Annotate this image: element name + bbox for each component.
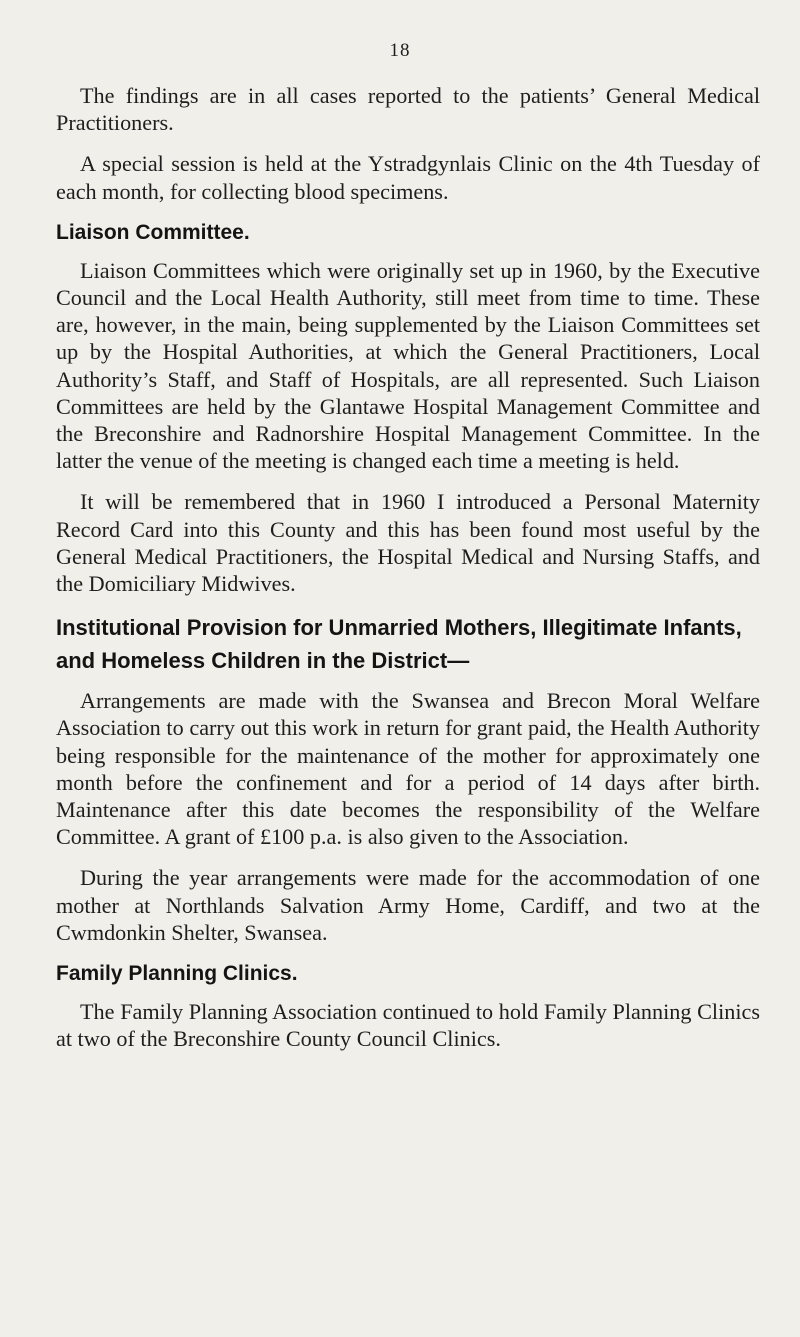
paragraph-family-planning: The Family Planning Association continued to hold Family Planning Clinics at two of the Breconshire County Council Clinics. (56, 999, 760, 1052)
heading-family-planning: Family Planning Clinics. (56, 962, 298, 986)
paragraph-liaison-committees: Liaison Committees which were originally set up in 1960, by the Executive Council and the Local Health Authority, still meet from time to time. These are, however, in the main, being supplemented by the Liaison Committees set up by the Hospital Authorities, at which the General Practitioners, Local Authority’s Staff, and Staff of Hospitals, are all represented. Such Liaison Committees are held by the Glantawe Hospital Management Committee and the Breconshire and Radnorshire Hospital Management Committee. In the latter the venue of the meeting is changed each time a meeting is held. (56, 257, 760, 474)
paragraph-findings: The findings are in all cases reported to the patients’ General Medical Practitioners. (56, 83, 760, 136)
paragraph-arrangements: Arrangements are made with the Swansea and Brecon Moral Welfare Association to carry out this work in return for grant paid, the Health Authority being responsible for the maintenance of the mother for approximately one month before the confinement and for a period of 14 days after birth. Maintenance after this date becomes the responsibility of the Welfare Committee. A grant of £100 p.a. is also given to the Association. (56, 688, 760, 850)
heading-institutional-provision: Institutional Provision for Unmarried Mothers, Illegitimate Infants, and Homeless Children in the District— (56, 615, 742, 674)
page-content (56, 82, 760, 1052)
paragraph-accommodation: During the year arrangements were made for the accommodation of one mother at Northlands Salvation Army Home, Cardiff, and two at the Cwmdonkin Shelter, Swansea. (56, 865, 760, 945)
heading-liaison-committee: Liaison Committee. (56, 220, 250, 244)
paragraph-maternity-record: It will be remembered that in 1960 I introduced a Personal Maternity Record Card into this County and this has been found most useful by the General Medical Practitioners, the Hospital Medical and Nursing Staffs, and the Domiciliary Midwives. (56, 489, 760, 597)
page-number: 18 (389, 40, 411, 61)
paragraph-special-session: A special session is held at the Ystradgynlais Clinic on the 4th Tuesday of each month, for collecting blood specimens. (56, 151, 760, 204)
